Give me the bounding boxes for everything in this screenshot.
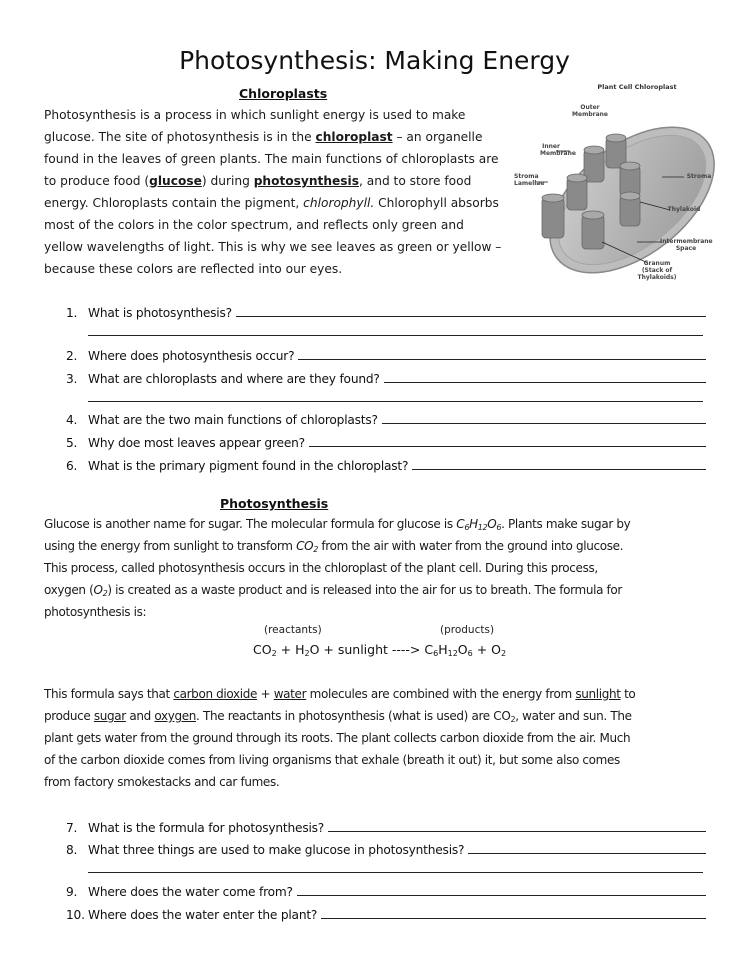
products-label: (products): [440, 624, 495, 636]
question-10: 10. Where does the water enter the plant?: [66, 900, 706, 922]
diagram-title: Plant Cell Chloroplast: [597, 83, 677, 91]
answer-line-2[interactable]: [298, 359, 706, 360]
question-1: 1. What is photosynthesis?: [66, 298, 706, 320]
para-line: This formula says that carbon dioxide + water molecules are combined with the energy from sunlight to: [44, 687, 636, 701]
term-glucose: glucose: [149, 174, 202, 188]
para-line: glucose. The site of photosynthesis is in the chloroplast – an organelle: [44, 130, 483, 144]
para-line: to produce food (glucose) during photosynthesis, and to store food: [44, 174, 472, 188]
answer-line-10[interactable]: [321, 918, 706, 919]
para-line: found in the leaves of green plants. The main functions of chloroplasts are: [44, 152, 499, 166]
answer-line-8[interactable]: [468, 853, 706, 854]
answer-line-9[interactable]: [297, 895, 706, 896]
chloroplasts-paragraph: [44, 104, 514, 280]
answer-line-1[interactable]: [236, 316, 706, 317]
para-line: from factory smokestacks and car fumes.: [44, 775, 280, 789]
formula-explanation-paragraph: [44, 683, 734, 793]
question-8: 8. What three things are used to make glucose in photosynthesis?: [66, 835, 706, 857]
answer-line-5[interactable]: [309, 446, 706, 447]
answer-line-1b[interactable]: [88, 335, 703, 336]
reactants-label: (reactants): [264, 624, 322, 636]
label-stroma: Stroma: [686, 173, 712, 180]
section-heading-chloroplasts: Chloroplasts: [239, 86, 328, 101]
co2-formula: $CO_2$: [296, 539, 318, 554]
para-line: Photosynthesis is a process in which sunlight energy is used to make: [44, 108, 466, 122]
o2-formula: $O_2$: [93, 583, 108, 598]
answer-line-3b[interactable]: [88, 401, 703, 402]
para-line: Glucose is another name for sugar. The molecular formula for glucose is $C_6H_{12}O_6$. Plants make sugar by: [44, 517, 631, 532]
question-6: 6. What is the primary pigment found in the chloroplast?: [66, 451, 706, 473]
para-line: plant gets water from the ground through its roots. The plant collects carbon dioxide from the air. Much: [44, 731, 631, 745]
answer-line-3[interactable]: [384, 382, 706, 383]
label-granum: Granum (Stack of Thylakoids): [637, 260, 677, 281]
chloroplast-illustration: [512, 80, 748, 280]
label-outer-membrane: Outer Membrane: [572, 104, 608, 118]
question-5: 5. Why doe most leaves appear green?: [66, 428, 706, 450]
page-title: Photosynthesis: Making Energy: [179, 46, 570, 75]
section-heading-photosynthesis: Photosynthesis: [220, 496, 329, 511]
label-stroma-lamellae: Stroma Lamellae: [514, 173, 545, 187]
para-line: of the carbon dioxide comes from living organisms that exhale (breath it out) it, but some also comes: [44, 753, 620, 767]
photosynthesis-equation: $CO_2 + H_2O$ + sunlight ----> $C_6H_{12}O_6 + O_2$: [253, 642, 507, 658]
answer-line-8b[interactable]: [88, 872, 703, 873]
term-chlorophyll: chlorophyll.: [303, 196, 375, 210]
photosynthesis-paragraph: [44, 513, 724, 623]
question-2: 2. Where does photosynthesis occur?: [66, 341, 706, 363]
label-intermembrane-space: Intermembrane Space: [660, 238, 713, 252]
question-4: 4. What are the two main functions of chloroplasts?: [66, 405, 706, 427]
glucose-formula: $C_6H_{12}O_6$: [456, 517, 502, 532]
term-photosynthesis: photosynthesis: [253, 174, 359, 188]
para-line: because these colors are reflected into our eyes.: [44, 262, 343, 276]
chloroplast-diagram: [512, 80, 748, 280]
para-line: most of the colors in the color spectrum, and reflects only green and: [44, 218, 464, 232]
para-line: produce sugar and oxygen. The reactants in photosynthesis (what is used) are $CO_2$, water and sun. The: [44, 709, 632, 724]
para-line: oxygen $(O_2)$ is created as a waste product and is released into the air for us to breath. The formula for: [44, 583, 622, 598]
question-7: 7. What is the formula for photosynthesis?: [66, 813, 706, 835]
para-line: energy. Chloroplasts contain the pigment, chlorophyll. Chlorophyll absorbs: [44, 196, 499, 210]
label-thylakoid: Thylakoid: [667, 206, 701, 213]
para-line: yellow wavelengths of light. This is why we see leaves as green or yellow –: [44, 240, 502, 254]
answer-line-7[interactable]: [328, 831, 706, 832]
para-line: photosynthesis is:: [44, 605, 147, 619]
question-9: 9. Where does the water come from?: [66, 877, 706, 899]
question-3: 3. What are chloroplasts and where are they found?: [66, 364, 706, 386]
answer-line-6[interactable]: [412, 469, 706, 470]
label-inner-membrane: Inner Membrane: [540, 143, 576, 157]
answer-line-4[interactable]: [382, 423, 706, 424]
para-line: This process, called photosynthesis occurs in the chloroplast of the plant cell. During this process,: [44, 561, 598, 575]
para-line: using the energy from sunlight to transform $CO_2$ from the air with water from the ground into glucose.: [44, 539, 624, 554]
term-chloroplast: chloroplast: [315, 130, 393, 144]
